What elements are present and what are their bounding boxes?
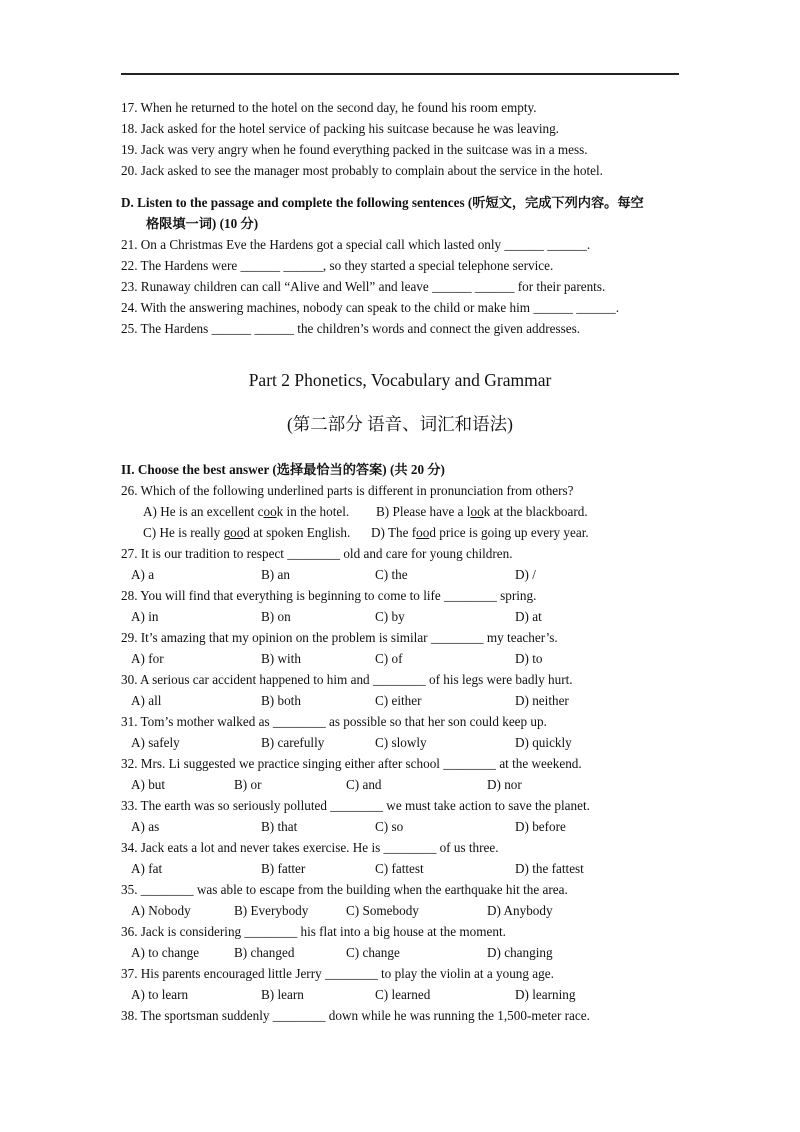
option-a: A) to learn bbox=[131, 987, 189, 1002]
option-b: B) that bbox=[261, 819, 298, 834]
option-d: D) / bbox=[515, 567, 536, 582]
option-d: D) learning bbox=[515, 987, 576, 1002]
question-stem: 28. You will find that everything is beginning to come to life ________ spring. bbox=[121, 588, 537, 603]
question-stem: 27. It is our tradition to respect ________ old and care for young children. bbox=[121, 546, 513, 561]
option-d: D) the fattest bbox=[515, 861, 584, 876]
option-a: A) to change bbox=[131, 945, 200, 960]
option-b: B) learn bbox=[261, 987, 304, 1002]
option-d: D) before bbox=[515, 819, 566, 834]
question-stem: 35. ________ was able to escape from the building when the earthquake hit the area. bbox=[121, 882, 568, 897]
option-c: C) slowly bbox=[375, 735, 427, 750]
option-d: D) nor bbox=[487, 777, 522, 792]
statement-20: 20. Jack asked to see the manager most probably to complain about the service in the hotel. bbox=[121, 163, 603, 178]
option-c: C) so bbox=[375, 819, 404, 834]
question-26-option-a: A) He is an excellent cook in the hotel. bbox=[143, 504, 350, 519]
option-c: C) by bbox=[375, 609, 405, 624]
option-a: A) a bbox=[131, 567, 155, 582]
part2-title: Part 2 Phonetics, Vocabulary and Grammar bbox=[248, 370, 552, 390]
option-b: B) both bbox=[261, 693, 301, 708]
option-a: A) Nobody bbox=[131, 903, 191, 918]
statement-17: 17. When he returned to the hotel on the second day, he found his room empty. bbox=[121, 100, 537, 115]
option-a: A) all bbox=[131, 693, 162, 708]
option-b: B) changed bbox=[234, 945, 295, 960]
question-25: 25. The Hardens ______ ______ the children’s words and connect the given addresses. bbox=[121, 321, 581, 336]
option-d: D) quickly bbox=[515, 735, 572, 750]
question-38-stem: 38. The sportsman suddenly ________ down while he was running the 1,500-meter race. bbox=[121, 1008, 590, 1023]
question-22: 22. The Hardens were ______ ______, so they started a special telephone service. bbox=[121, 258, 554, 273]
question-26-stem: 26. Which of the following underlined parts is different in pronunciation from others? bbox=[121, 483, 574, 498]
question-stem: 30. A serious car accident happened to him and ________ of his legs were badly hurt. bbox=[121, 672, 573, 687]
option-b: B) on bbox=[261, 609, 291, 624]
option-a: A) safely bbox=[131, 735, 180, 750]
option-b: B) an bbox=[261, 567, 290, 582]
option-c: C) and bbox=[346, 777, 382, 792]
option-c: C) the bbox=[375, 567, 408, 582]
question-stem: 34. Jack eats a lot and never takes exercise. He is ________ of us three. bbox=[121, 840, 499, 855]
option-c: C) either bbox=[375, 693, 422, 708]
option-d: D) neither bbox=[515, 693, 569, 708]
option-b: B) fatter bbox=[261, 861, 306, 876]
question-stem: 36. Jack is considering ________ his flat into a big house at the moment. bbox=[121, 924, 506, 939]
section-d-heading: D. Listen to the passage and complete the following sentences (听短文，完成下列内容。每空 bbox=[121, 195, 644, 210]
question-26-option-d: D) The food price is going up every year. bbox=[371, 525, 589, 540]
option-d: D) to bbox=[515, 651, 543, 666]
option-a: A) for bbox=[131, 651, 164, 666]
option-b: B) with bbox=[261, 651, 301, 666]
option-c: C) learned bbox=[375, 987, 431, 1002]
option-a: A) but bbox=[131, 777, 166, 792]
option-c: C) fattest bbox=[375, 861, 424, 876]
option-b: B) carefully bbox=[261, 735, 325, 750]
option-d: D) at bbox=[515, 609, 542, 624]
question-24: 24. With the answering machines, nobody can speak to the child or make him ______ ______. bbox=[121, 300, 620, 315]
question-21: 21. On a Christmas Eve the Hardens got a special call which lasted only ______ ______. bbox=[121, 237, 591, 252]
question-stem: 31. Tom’s mother walked as ________ as possible so that her son could keep up. bbox=[121, 714, 547, 729]
question-stem: 37. His parents encouraged little Jerry ________ to play the violin at a young age. bbox=[121, 966, 554, 981]
section-d-heading-cont: 格限填一词) (10 分) bbox=[146, 216, 259, 231]
option-a: A) in bbox=[131, 609, 159, 624]
question-26-option-c: C) He is really good at spoken English. bbox=[143, 525, 351, 540]
statement-18: 18. Jack asked for the hotel service of packing his suitcase because he was leaving. bbox=[121, 121, 559, 136]
section-ii-heading: II. Choose the best answer (选择最恰当的答案) (共 20 分) bbox=[121, 462, 445, 477]
option-a: A) as bbox=[131, 819, 160, 834]
option-a: A) fat bbox=[131, 861, 163, 876]
question-23: 23. Runaway children can call “Alive and Well” and leave ______ ______ for their parents. bbox=[121, 279, 606, 294]
option-d: D) changing bbox=[487, 945, 553, 960]
top-rule bbox=[121, 73, 679, 75]
question-stem: 33. The earth was so seriously polluted ________ we must take action to save the planet. bbox=[121, 798, 590, 813]
option-c: C) change bbox=[346, 945, 400, 960]
part2-subtitle: (第二部分 语音、词汇和语法) bbox=[286, 414, 514, 434]
option-c: C) of bbox=[375, 651, 403, 666]
question-stem: 32. Mrs. Li suggested we practice singing either after school ________ at the weekend. bbox=[121, 756, 582, 771]
option-d: D) Anybody bbox=[487, 903, 553, 918]
question-stem: 29. It’s amazing that my opinion on the problem is similar ________ my teacher’s. bbox=[121, 630, 558, 645]
option-b: B) Everybody bbox=[234, 903, 309, 918]
statement-19: 19. Jack was very angry when he found everything packed in the suitcase was in a mess. bbox=[121, 142, 588, 157]
option-c: C) Somebody bbox=[346, 903, 419, 918]
question-26-option-b: B) Please have a look at the blackboard. bbox=[376, 504, 588, 519]
option-b: B) or bbox=[234, 777, 262, 792]
